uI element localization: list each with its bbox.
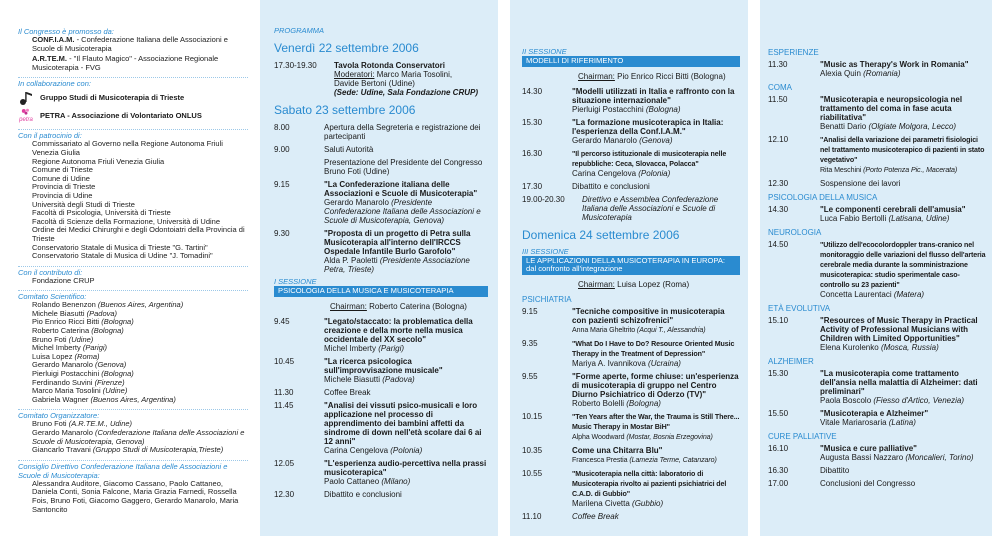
day-heading-saturday: Sabato 23 settembre 2006 [274,103,416,117]
petra-entry: petra PETRA - Associazione di Volontariato ONLUS [18,108,248,124]
program-day1-day2-column [260,0,498,536]
committees-column [0,0,248,536]
collaboration-label: In collaborazione con: [18,77,248,88]
gruppo-studi-entry: Gruppo Studi di Musicoterapia di Trieste [18,90,248,106]
program-entry: 10.15 "Ten Years after the War, the Trauma is Still There... Music Therapy in Mostar BiH" Alpha Woodward (Mostar, Bosnia Erzegovina) [522,411,740,441]
program-entry: 14.30 "Modelli utilizzati in Italia e raffronto con la situazione internazionale" Pierluigi Postacchini (Bologna) [522,86,735,114]
contribution-item: Fondazione CRUP [32,275,95,285]
program-entry: 12.10 "Analisi della variazione dei parametri fisiologici nel trattamento musicoterapico di pazienti in stato vegetativo" Rita Meschini (Porto Potenza Pic., Macerata) [768,135,985,174]
program-entry: 17.30-19.30 Tavola Rotonda Conservatori Moderatori: Marco Maria Tosolini, Davide Bertoni (Udine) (Sede: Udine, Sala Fondazione CRUP) [274,61,479,97]
session-label: II SESSIONE [522,47,567,56]
program-session2-3-column [510,0,748,536]
committee-member: Rolando Benenzon (Buenos Aires, Argentina) [32,300,184,310]
program-entry: 8.00 Apertura della Segreteria e registrazione dei partecipanti [274,123,481,141]
program-entry: 12.05 "L'esperienza audio-percettiva nella prassi musicoterapica" Paolo Cattaneo (Milano) [274,458,487,486]
board-label: Consiglio Direttivo Confederazione Italiana delle Associazioni e Scuole di Musicoterapia: [18,460,248,480]
program-entry: 9.00 Saluti Autorità [274,145,374,154]
program-entry: 9.30 "Proposta di un progetto di Petra sulla Musicoterapia all'interno dell'IRCCS Ospedale Infantile Burlo Garofolo" Alda P. Paoletti (Presidente Associazione Petra, Trieste) [274,229,471,274]
session-label: III SESSIONE [522,246,569,256]
organizing-committee-label: Comitato Organizzatore: [18,409,248,420]
board-members: Alessandra Auditore, Giacomo Cassano, Paolo Cattaneo, Daniela Conti, Sonia Falcone, Maria Grazia Farnedi, Rossella Fois, Bruno Foti, Giacomo Gaggero, Gerardo Manarolo, Maria Santoncito [32,478,239,514]
day-heading-sunday: Domenica 24 settembre 2006 [522,227,680,242]
program-entry: 15.30 "La musicoterapia come trattamento dell'ansia nella malattia di Alzheimer: dati preliminari" Paola Boscolo (Fiesso d'Artico, Venezia) [768,369,978,405]
session-title-bar: LE APPLICAZIONI DELLA MUSICOTERAPIA IN EUROPA: dal confronto all'integrazione [522,256,740,275]
contribution-label: Con il contributo di: [18,266,248,277]
category-heading: ETÀ EVOLUTIVA [768,304,831,313]
committee-member: Pierluigi Postacchini (Bologna) [32,369,134,379]
program-entry: 11.30 Coffee Break [274,387,371,397]
program-entry: 11.50 "Musicoterapia e neuropsicologia nel trattamento del coma in fase acuta riabilitativa" Benatti Dario (Olgiate Molgora, Lecco) [768,95,963,131]
committee-member: Marco Maria Tosolini (Udine) [32,386,128,396]
day-heading-friday: Venerdì 22 settembre 2006 [274,41,419,55]
program-entry: 11.10 Coffee Break [522,511,619,521]
organizer-member: Giancarlo Travani (Gruppo Studi di Musicoterapia,Trieste) [32,445,224,455]
category-heading: NEUROLOGIA [768,228,822,237]
category-heading: PSICHIATRIA [522,294,572,304]
program-entry: 17.30 Dibattito e conclusioni [522,181,650,191]
program-entry: 16.10 "Musica e cure palliative" Augusta Bassi Nazzaro (Moncalieri, Torino) [768,444,974,462]
category-heading: ALZHEIMER [768,357,814,366]
patronage-item: Ordine dei Medici Chirurghi e degli Odontoiatri della Provincia di Trieste [32,225,245,243]
program-entry: 15.10 "Resources of Music Therapy in Practical Activity of Professional Musicians with Children with Limited Opportunities" Elena Kurolenko (Mosca, Russia) [768,316,978,352]
patronage-item: Università degli Studi di Trieste [32,199,135,209]
patronage-item: Facoltà di Scienze della Formazione, Università di Udine [32,216,221,226]
program-entry: 16.30 Dibattito [768,466,850,475]
artem-entry: A.R.TE.M. - "Il Flauto Magico" - Associazione Regionale Musicoterapia - FVG [32,54,219,72]
program-entry: 15.30 "La formazione musicoterapica in Italia: l'esperienza della Conf.I.A.M." Gerardo Manarolo (Genova) [522,117,724,145]
category-heading: CURE PALLIATIVE [768,432,837,441]
patronage-item: Conservatorio Statale di Musica di Trieste "G. Tartini" [32,242,208,252]
program-entry: 14.30 "Le componenti cerebrali dell'amusia" Luca Fabio Bertolli (Latisana, Udine) [768,205,966,223]
promoted-by-label: Il Congresso è promosso da: [18,27,114,36]
program-sunday-categories-column [760,0,992,536]
committee-member: Michele Biasutti (Padova) [32,308,118,318]
patronage-item: Provincia di Trieste [32,182,96,192]
organizer-member: Bruno Foti (A.R.TE.M., Udine) [32,419,133,429]
session-title-bar: PSICOLOGIA DELLA MUSICA E MUSICOTERAPIA [274,286,488,297]
committee-member: Michel Imberty (Parigi) [32,343,108,353]
program-entry: 9.45 "Legato/staccato: la problematica della creazione e della morte nella musica occidentale del XX secolo" Michel Imberty (Parigi) [274,316,473,353]
program-entry: 9.15 "Tecniche compositive in musicoterapia con pazienti schizofrenici" Anna Maria Gheltrito (Acqui T., Alessandria) [522,306,725,334]
patronage-item: Facoltà di Psicologia, Università di Trieste [32,208,171,218]
patronage-item: Regione Autonoma Friuli Venezia Giulia [32,156,165,166]
music-note-logo-icon [18,90,34,106]
confiam-entry: CONF.I.A.M. - Confederazione Italiana delle Associazioni e Scuole di Musicoterapia [32,35,228,53]
session-title-bar: MODELLI DI RIFERIMENTO [522,56,740,67]
session-chairman: Chairman: Luisa Lopez (Roma) [578,279,690,289]
program-entry: 10.55 "Musicoterapia nella città: laboratorio di Musicoterapia rivolto ai pazienti psichiatrici del C.A.D. di Gubbio" Marilena Civetta (Gubbio) [522,468,727,508]
scientific-committee-label: Comitato Scientifico: [18,290,248,301]
committee-member: Luisa Lopez (Roma) [32,351,100,361]
session-label: I SESSIONE [274,277,317,286]
program-entry: 11.30 "Music as Therapy's Work in Romania" Alexia Quin (Romania) [768,60,969,78]
committee-member: Gerardo Manarolo (Genova) [32,360,127,370]
program-entry: 11.45 "Analisi dei vissuti psico-musicali e loro applicazione nel processo di apprendimento dei bambini affetti da sindrome di down nell'età scolare dai 6 ai 12 anni" Carina Cengelova (Polonia) [274,400,482,455]
program-entry: 19.00-20.30 Direttivo e Assemblea Confederazione Italiana delle Associazioni e Scuole di Musicoterapia [522,194,719,222]
program-entry: 17.00 Conclusioni del Congresso [768,479,916,488]
program-entry: 9.35 "What Do I Have to Do? Resource Oriented Music Therapy in the Treatment of Depression" Mariya A. Ivannikova (Ucraina) [522,338,735,368]
category-heading: PSICOLOGIA DELLA MUSICA [768,193,878,202]
category-heading: COMA [768,83,792,92]
petra-logo-icon: petra [18,108,34,124]
patronage-item: Provincia di Udine [32,190,93,200]
committee-member: Roberto Caterina (Bologna) [32,326,124,336]
program-entry: 9.15 "La Confederazione italiana delle Associazioni e Scuole di Musicoterapia" Gerardo Manarolo (Presidente Confederazione Italiana delle Associazioni e Scuole di Musicoterapia, Genova) [274,180,481,225]
committee-member: Gabriela Wagner (Buenos Aires, Argentina) [32,394,176,404]
patronage-item: Comune di Udine [32,173,90,183]
program-entry: 12.30 Dibattito e conclusioni [274,489,402,499]
program-entry: 15.50 "Musicoterapia e Alzheimer" Vitale Mariarosaria (Latina) [768,409,929,427]
patronage-item: Comune di Trieste [32,165,93,175]
category-heading: ESPERIENZE [768,48,819,57]
patronage-item: Conservatorio Statale di Musica di Udine "J. Tomadini" [32,251,213,261]
session-chairman: Chairman: Roberto Caterina (Bologna) [330,301,467,311]
program-entry: 10.35 Come una Chitarra Blu" Francesca Prestia (Lamezia Terme, Catanzaro) [522,445,717,464]
program-entry: 16.30 "Il percorso istituzionale di musicoterapia nelle repubbliche: Ceca, Slovacca, Polacca" Carina Cengelova (Polonia) [522,148,727,178]
patronage-label: Con il patrocinio di: [18,129,248,140]
session-chairman: Chairman: Pio Enrico Ricci Bitti (Bologna) [578,71,726,81]
organizer-member: Gerardo Manarolo (Confederazione Italiana delle Associazioni e Scuole di Musicoterapia, Genova) [32,428,245,446]
committee-member: Bruno Foti (Udine) [32,334,94,344]
program-entry: 14.50 "Utilizzo dell'ecocolordoppler trans-cranico nel monitoraggio delle variazioni del flusso dell'arteria cerebrale media durante la somministrazione musicoterapica: studio sperimentale caso-controllo su 23 pazienti" Concetta Laurentaci (Matera) [768,240,986,299]
program-label: PROGRAMMA [274,26,325,35]
program-entry: 9.55 "Forme aperte, forme chiuse: un'esperienza di musicoterapia di gruppo nel Centro Diurno Psichiatrico di Oderzo (TV)" Roberto Bolelli (Bologna) [522,371,739,408]
program-entry: Presentazione del Presidente del Congresso Bruno Foti (Udine) [324,158,483,176]
committee-member: Ferdinando Suvini (Firenze) [32,377,125,387]
committee-member: Pio Enrico Ricci Bitti (Bologna) [32,317,134,327]
program-entry: 12.30 Sospensione dei lavori [768,179,901,188]
program-entry: 10.45 "La ricerca psicologica sull'improvvisazione musicale" Michele Biasutti (Padova) [274,356,443,384]
patronage-item: Commissariato al Governo nella Regione Autonoma Friuli Venezia Giulia [32,139,223,157]
